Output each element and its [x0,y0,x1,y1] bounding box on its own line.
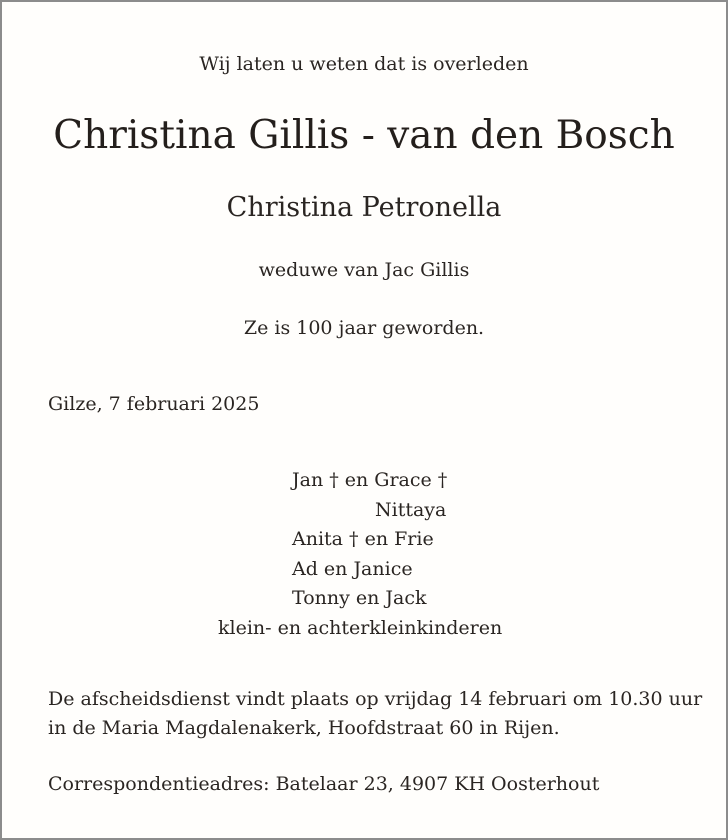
deceased-full-name: Christina Gillis - van den Bosch [53,113,675,158]
family-item [2,614,726,644]
correspondence-address: Correspondentieadres: Batelaar 23, 4907 KH Oosterhout [48,773,600,795]
place-and-date: Gilze, 7 februari 2025 [48,393,260,415]
family-item [2,584,726,614]
intro-text: Wij laten u weten dat is overleden [199,53,529,75]
family-item [2,525,726,555]
family-item-text: Nittaya [375,498,447,521]
family-item-text: Ad en Janice [292,557,413,580]
deceased-first-names: Christina Petronella [226,192,502,223]
family-list [2,466,726,643]
service-details [48,685,702,743]
family-item-text: klein- en achterkleinkinderen [218,616,503,639]
family-item-text: Jan † en Grace † [292,469,448,491]
widow-of-text: weduwe van Jac Gillis [258,259,470,281]
family-item [2,496,726,526]
family-item [2,555,726,585]
service-line: in de Maria Magdalenakerk, Hoofdstraat 60 in Rijen. [48,717,560,739]
service-line: De afscheidsdienst vindt plaats op vrijdag 14 februari om 10.30 uur [48,688,703,710]
age-text: Ze is 100 jaar geworden. [243,317,485,339]
family-item [2,466,726,496]
family-item-text: Anita † en Frie [292,528,434,550]
family-item-text: Tonny en Jack [292,587,427,609]
